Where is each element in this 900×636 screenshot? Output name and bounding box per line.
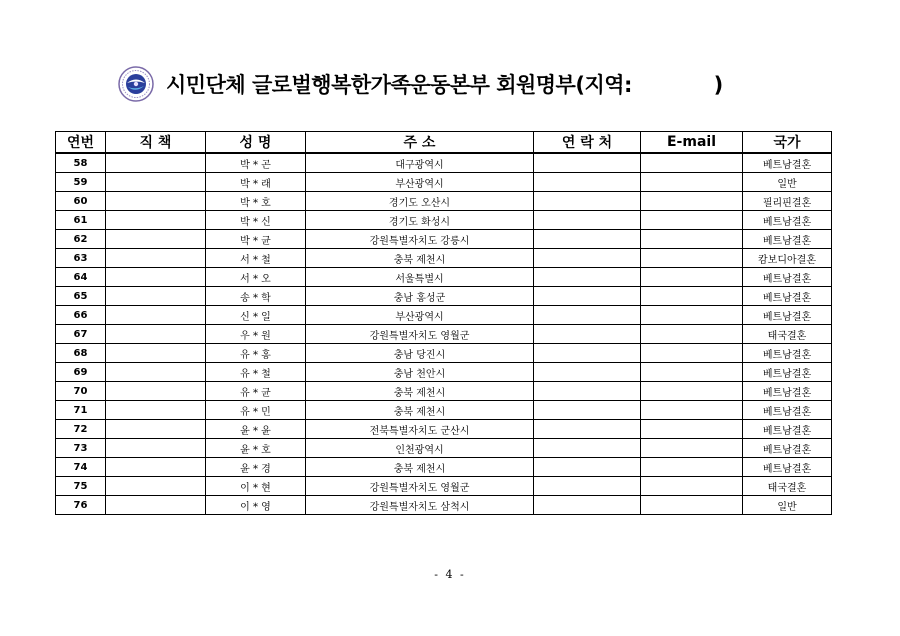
cell-name: 박 * 호 — [206, 192, 306, 211]
table-row — [56, 249, 832, 268]
cell-position — [106, 230, 206, 249]
cell-country: 태국결혼 — [743, 325, 832, 344]
cell-name: 유 * 홍 — [206, 344, 306, 363]
cell-country: 베트남결혼 — [743, 439, 832, 458]
cell-number: 75 — [56, 477, 106, 496]
cell-number: 73 — [56, 439, 106, 458]
cell-position — [106, 477, 206, 496]
table-row — [56, 401, 832, 420]
cell-address: 부산광역시 — [306, 306, 534, 325]
cell-country: 태국결혼 — [743, 477, 832, 496]
column-header-address: 주 소 — [306, 132, 534, 154]
cell-contact — [534, 153, 641, 173]
cell-address: 강원특별자치도 강릉시 — [306, 230, 534, 249]
cell-number: 70 — [56, 382, 106, 401]
cell-email — [641, 344, 743, 363]
cell-contact — [534, 458, 641, 477]
table-row — [56, 287, 832, 306]
cell-name: 이 * 현 — [206, 477, 306, 496]
cell-number: 67 — [56, 325, 106, 344]
cell-contact — [534, 420, 641, 439]
cell-number: 74 — [56, 458, 106, 477]
cell-number: 65 — [56, 287, 106, 306]
cell-address: 서울특별시 — [306, 268, 534, 287]
cell-name: 윤 * 윤 — [206, 420, 306, 439]
cell-position — [106, 420, 206, 439]
cell-position — [106, 306, 206, 325]
cell-email — [641, 230, 743, 249]
table-body — [56, 153, 832, 515]
cell-number: 69 — [56, 363, 106, 382]
cell-email — [641, 401, 743, 420]
cell-country: 베트남결혼 — [743, 401, 832, 420]
cell-name: 박 * 신 — [206, 211, 306, 230]
cell-country: 베트남결혼 — [743, 420, 832, 439]
cell-country: 베트남결혼 — [743, 153, 832, 173]
cell-email — [641, 287, 743, 306]
cell-name: 우 * 원 — [206, 325, 306, 344]
cell-position — [106, 325, 206, 344]
cell-email — [641, 268, 743, 287]
cell-country: 베트남결혼 — [743, 363, 832, 382]
cell-email — [641, 382, 743, 401]
column-header-email: E-mail — [641, 132, 743, 154]
cell-position — [106, 211, 206, 230]
column-header-position: 직 책 — [106, 132, 206, 154]
cell-address: 인천광역시 — [306, 439, 534, 458]
cell-number: 63 — [56, 249, 106, 268]
cell-address: 충북 제천시 — [306, 401, 534, 420]
cell-email — [641, 496, 743, 515]
cell-contact — [534, 439, 641, 458]
cell-email — [641, 439, 743, 458]
cell-email — [641, 363, 743, 382]
cell-country: 캄보디아결혼 — [743, 249, 832, 268]
table-row — [56, 496, 832, 515]
cell-name: 서 * 오 — [206, 268, 306, 287]
cell-number: 76 — [56, 496, 106, 515]
cell-email — [641, 477, 743, 496]
member-roster-table — [55, 131, 832, 515]
cell-contact — [534, 268, 641, 287]
cell-number: 61 — [56, 211, 106, 230]
cell-address: 전북특별자치도 군산시 — [306, 420, 534, 439]
cell-number: 66 — [56, 306, 106, 325]
table-header-row — [56, 132, 832, 154]
cell-contact — [534, 306, 641, 325]
cell-contact — [534, 173, 641, 192]
cell-email — [641, 325, 743, 344]
cell-contact — [534, 287, 641, 306]
table-row — [56, 477, 832, 496]
table-row — [56, 153, 832, 173]
cell-contact — [534, 325, 641, 344]
cell-email — [641, 249, 743, 268]
cell-name: 박 * 균 — [206, 230, 306, 249]
cell-address: 충북 제천시 — [306, 382, 534, 401]
cell-position — [106, 496, 206, 515]
cell-address: 부산광역시 — [306, 173, 534, 192]
cell-contact — [534, 249, 641, 268]
cell-contact — [534, 363, 641, 382]
cell-position — [106, 363, 206, 382]
cell-address: 충남 천안시 — [306, 363, 534, 382]
cell-number: 71 — [56, 401, 106, 420]
cell-number: 60 — [56, 192, 106, 211]
cell-contact — [534, 230, 641, 249]
cell-position — [106, 458, 206, 477]
cell-number: 64 — [56, 268, 106, 287]
table-row — [56, 382, 832, 401]
cell-country: 베트남결혼 — [743, 268, 832, 287]
cell-name: 박 * 래 — [206, 173, 306, 192]
cell-name: 윤 * 경 — [206, 458, 306, 477]
cell-email — [641, 192, 743, 211]
cell-position — [106, 401, 206, 420]
table-row — [56, 306, 832, 325]
cell-address: 경기도 오산시 — [306, 192, 534, 211]
cell-country: 베트남결혼 — [743, 211, 832, 230]
cell-position — [106, 382, 206, 401]
cell-country: 베트남결혼 — [743, 344, 832, 363]
table-row — [56, 173, 832, 192]
cell-country: 베트남결혼 — [743, 306, 832, 325]
cell-name: 유 * 철 — [206, 363, 306, 382]
column-header-number: 연번 — [56, 132, 106, 154]
cell-email — [641, 458, 743, 477]
cell-number: 59 — [56, 173, 106, 192]
cell-country: 베트남결혼 — [743, 458, 832, 477]
cell-position — [106, 344, 206, 363]
cell-contact — [534, 401, 641, 420]
cell-position — [106, 439, 206, 458]
table-row — [56, 363, 832, 382]
cell-contact — [534, 211, 641, 230]
page-title: 시민단체 글로벌행복한가족운동본부 회원명부(지역: ) — [166, 73, 723, 97]
cell-address: 대구광역시 — [306, 153, 534, 173]
cell-email — [641, 173, 743, 192]
cell-email — [641, 306, 743, 325]
cell-contact — [534, 344, 641, 363]
table-row — [56, 230, 832, 249]
column-header-contact: 연 락 처 — [534, 132, 641, 154]
cell-number: 62 — [56, 230, 106, 249]
table-row — [56, 192, 832, 211]
column-header-country: 국가 — [743, 132, 832, 154]
document-header — [118, 66, 723, 102]
cell-contact — [534, 477, 641, 496]
cell-country: 베트남결혼 — [743, 230, 832, 249]
page-number: - 4 - — [434, 568, 466, 581]
cell-position — [106, 153, 206, 173]
cell-address: 충남 홍성군 — [306, 287, 534, 306]
cell-position — [106, 287, 206, 306]
cell-country: 필리핀결혼 — [743, 192, 832, 211]
cell-number: 58 — [56, 153, 106, 173]
organization-emblem-icon — [118, 66, 154, 102]
cell-email — [641, 153, 743, 173]
cell-address: 충북 제천시 — [306, 458, 534, 477]
cell-email — [641, 420, 743, 439]
cell-name: 유 * 민 — [206, 401, 306, 420]
cell-name: 박 * 곤 — [206, 153, 306, 173]
cell-country: 일반 — [743, 496, 832, 515]
cell-position — [106, 173, 206, 192]
cell-name: 이 * 영 — [206, 496, 306, 515]
cell-country: 일반 — [743, 173, 832, 192]
cell-position — [106, 249, 206, 268]
cell-address: 강원특별자치도 영월군 — [306, 325, 534, 344]
table-row — [56, 420, 832, 439]
cell-address: 경기도 화성시 — [306, 211, 534, 230]
cell-contact — [534, 382, 641, 401]
table-row — [56, 268, 832, 287]
cell-contact — [534, 496, 641, 515]
cell-position — [106, 268, 206, 287]
cell-address: 충남 당진시 — [306, 344, 534, 363]
table-row — [56, 458, 832, 477]
table-row — [56, 344, 832, 363]
cell-country: 베트남결혼 — [743, 382, 832, 401]
cell-position — [106, 192, 206, 211]
cell-address: 충북 제천시 — [306, 249, 534, 268]
cell-name: 서 * 철 — [206, 249, 306, 268]
cell-name: 송 * 학 — [206, 287, 306, 306]
cell-email — [641, 211, 743, 230]
cell-country: 베트남결혼 — [743, 287, 832, 306]
column-header-name: 성 명 — [206, 132, 306, 154]
table-row — [56, 439, 832, 458]
cell-name: 신 * 일 — [206, 306, 306, 325]
cell-name: 유 * 균 — [206, 382, 306, 401]
table-row — [56, 211, 832, 230]
cell-name: 윤 * 호 — [206, 439, 306, 458]
cell-contact — [534, 192, 641, 211]
cell-number: 72 — [56, 420, 106, 439]
cell-address: 강원특별자치도 영월군 — [306, 477, 534, 496]
cell-number: 68 — [56, 344, 106, 363]
cell-address: 강원특별자치도 삼척시 — [306, 496, 534, 515]
table-row — [56, 325, 832, 344]
